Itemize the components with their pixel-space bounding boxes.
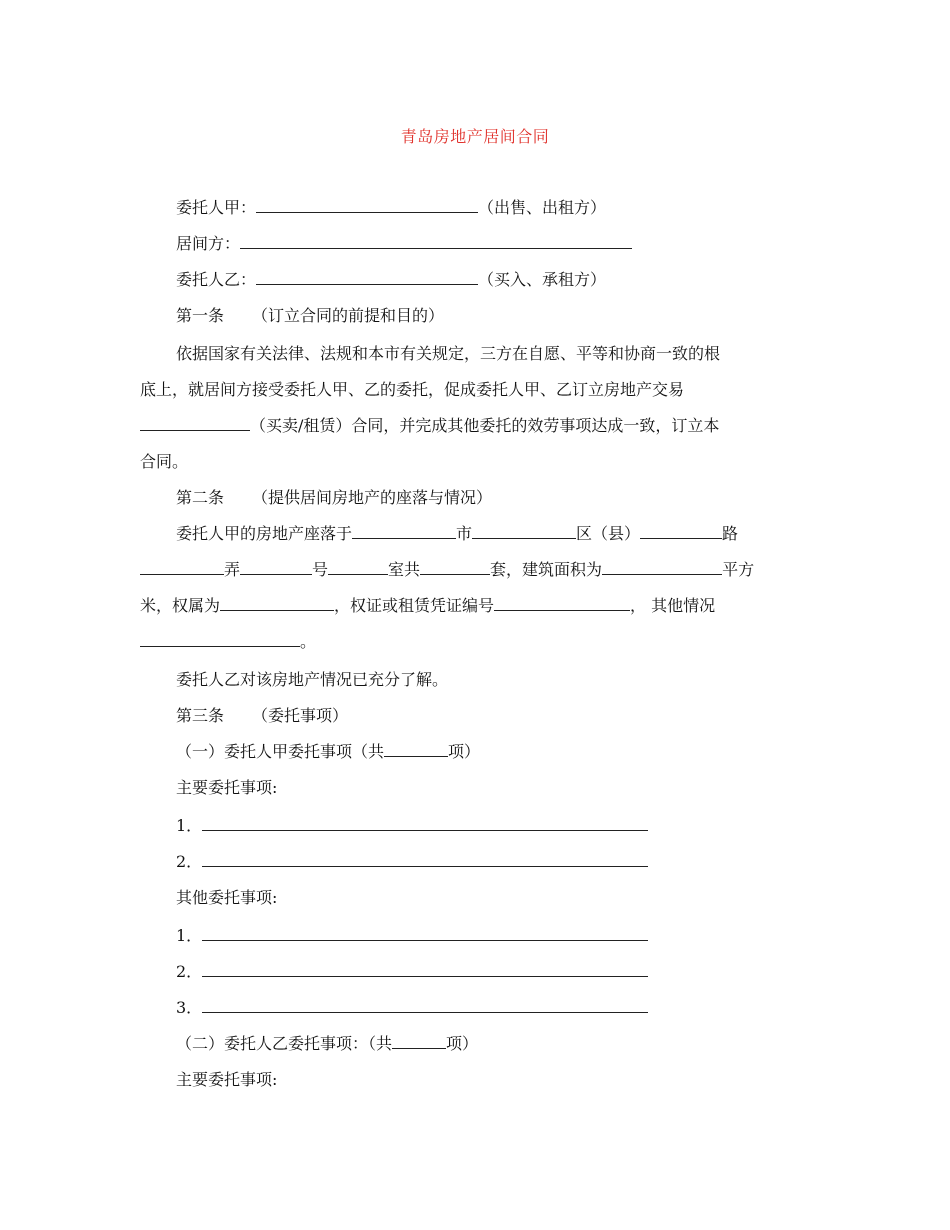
lane-label: 弄: [224, 560, 241, 579]
party-a-blank[interactable]: [256, 196, 478, 213]
article-1-number: 第一条: [176, 306, 225, 325]
article-1-line-3-text: （买卖/租赁）合同，并完成其他委托的效劳事项达成一致，订立本: [250, 416, 720, 435]
party-b-acknowledgement: 委托人乙对该房地产情况已充分了解。: [176, 670, 449, 689]
item-blank[interactable]: [202, 960, 648, 977]
party-b-item-count-blank[interactable]: [392, 1032, 446, 1049]
unit-count-blank[interactable]: [420, 558, 490, 575]
article-1-line-3: [140, 414, 820, 438]
party-a-items-label: （一）委托人甲委托事项（共: [176, 742, 385, 761]
district-label: 区（县）: [576, 524, 641, 543]
number-label: 号: [312, 560, 329, 579]
city-blank[interactable]: [352, 522, 456, 539]
lane-blank[interactable]: [140, 558, 224, 575]
article-3-heading: [140, 704, 856, 728]
city-label: 市: [456, 524, 473, 543]
property-address-line: [140, 558, 820, 582]
other-info-line: [140, 630, 820, 654]
party-a-label: 委托人甲：: [176, 198, 257, 217]
item-number: 1．: [176, 926, 203, 945]
party-a-main-item-2: [140, 850, 856, 874]
ownership-blank[interactable]: [220, 594, 334, 611]
ownership-label: 米，权属为: [140, 596, 221, 615]
article-1-line-1: 依据国家有关法律、法规和本市有关规定，三方在自愿、平等和协商一致的根: [176, 344, 721, 363]
party-a-note: （出售、出租方）: [478, 198, 607, 217]
party-a-other-item-2: [140, 960, 856, 984]
party-a-line: [140, 196, 856, 220]
item-number: 2．: [176, 962, 203, 981]
party-a-other-item-3: [140, 996, 856, 1020]
period: 。: [300, 632, 317, 651]
number-blank[interactable]: [240, 558, 312, 575]
contract-type-blank[interactable]: [140, 414, 250, 431]
party-b-items-heading: [140, 1032, 856, 1056]
other-info-label: ， 其他情况: [630, 596, 716, 615]
party-b-note: （买入、承租方）: [478, 270, 607, 289]
party-a-items-unit: 项）: [448, 742, 481, 761]
article-2-heading: [140, 486, 856, 510]
party-b-main-items-label: 主要委托事项:: [176, 1070, 278, 1089]
item-number: 1．: [176, 816, 203, 835]
item-blank[interactable]: [202, 924, 648, 941]
certificate-blank[interactable]: [494, 594, 630, 611]
road-blank[interactable]: [640, 522, 722, 539]
party-a-item-count-blank[interactable]: [384, 740, 448, 757]
property-ownership-line: [140, 594, 820, 618]
area-unit-label: 平方: [722, 560, 755, 579]
room-label: 室共: [388, 560, 421, 579]
area-label: 套，建筑面积为: [490, 560, 603, 579]
location-label: 委托人甲的房地产座落于: [176, 524, 353, 543]
certificate-label: ，权证或租赁凭证编号: [334, 596, 495, 615]
road-label: 路: [722, 524, 739, 543]
intermediary-blank[interactable]: [240, 232, 632, 249]
article-3-subject: （委托事项）: [252, 706, 349, 725]
item-blank[interactable]: [202, 996, 648, 1013]
article-3-number: 第三条: [176, 706, 225, 725]
intermediary-label: 居间方：: [176, 234, 241, 253]
item-blank[interactable]: [202, 814, 648, 831]
property-location-line: [140, 522, 856, 546]
party-b-items-label: （二）委托人乙委托事项：（共: [176, 1034, 393, 1053]
article-1-subject: （订立合同的前提和目的）: [252, 306, 445, 325]
item-blank[interactable]: [202, 850, 648, 867]
district-blank[interactable]: [472, 522, 576, 539]
party-a-other-item-1: [140, 924, 856, 948]
room-blank[interactable]: [328, 558, 388, 575]
party-b-blank[interactable]: [256, 268, 478, 285]
party-b-items-unit: 项）: [446, 1034, 479, 1053]
area-blank[interactable]: [602, 558, 722, 575]
article-2-number: 第二条: [176, 488, 225, 507]
item-number: 2．: [176, 852, 203, 871]
party-b-line: [140, 268, 856, 292]
party-a-main-item-1: [140, 814, 856, 838]
article-2-subject: （提供居间房地产的座落与情况）: [252, 488, 493, 507]
item-number: 3．: [176, 998, 203, 1017]
article-1-heading: [140, 304, 856, 328]
party-a-main-items-label: 主要委托事项:: [176, 778, 278, 797]
other-info-blank[interactable]: [140, 630, 300, 647]
party-a-items-heading: [140, 740, 856, 764]
page-title: 青岛房地产居间合同: [400, 127, 550, 146]
party-b-label: 委托人乙：: [176, 270, 257, 289]
party-a-other-items-label: 其他委托事项:: [176, 888, 278, 907]
intermediary-line: [140, 232, 856, 256]
article-1-line-2: 底上，就居间方接受委托人甲、乙的委托，促成委托人甲、乙订立房地产交易: [140, 380, 685, 399]
article-1-line-4: 合同。: [140, 452, 189, 471]
